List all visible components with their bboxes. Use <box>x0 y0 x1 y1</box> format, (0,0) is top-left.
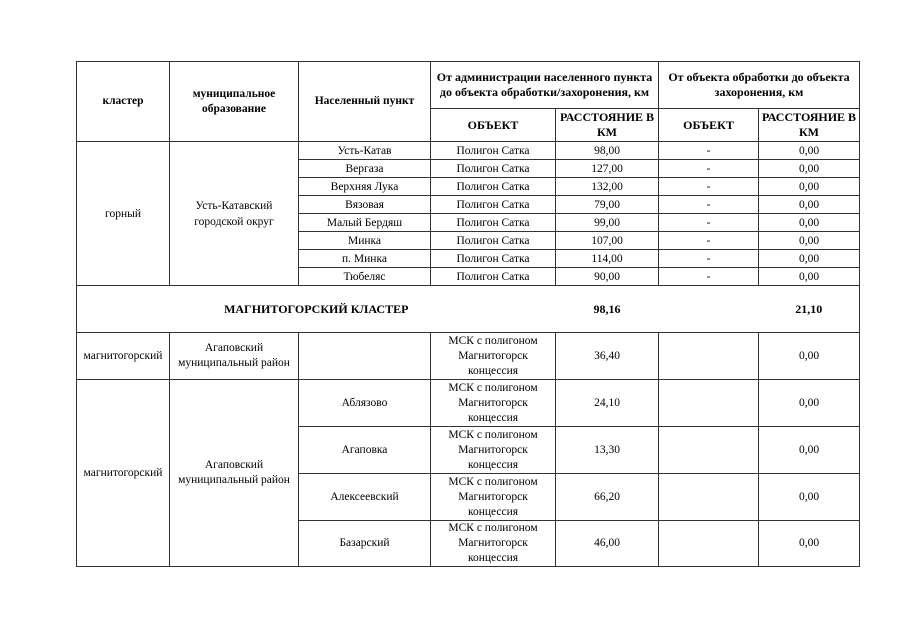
object-cell: МСК с полигоном Магнитогорск концессия <box>431 380 556 427</box>
object-cell: - <box>659 250 759 268</box>
settlement-cell: Вергаза <box>299 160 431 178</box>
distance-cell: 0,00 <box>759 142 860 160</box>
header-municipality: муниципальное образование <box>170 62 299 142</box>
distance-cell: 99,00 <box>556 214 659 232</box>
object-cell <box>659 333 759 380</box>
distance-table <box>76 61 860 567</box>
settlement-cell <box>299 333 431 380</box>
object-cell: Полигон Сатка <box>431 142 556 160</box>
object-cell: Полигон Сатка <box>431 214 556 232</box>
object-cell: - <box>659 178 759 196</box>
object-cell: - <box>659 196 759 214</box>
distance-cell: 13,30 <box>556 427 659 474</box>
object-cell <box>659 427 759 474</box>
settlement-cell: Верхняя Лука <box>299 178 431 196</box>
distance-cell: 107,00 <box>556 232 659 250</box>
cluster-cell: магнитогорский <box>77 333 170 380</box>
distance-cell: 0,00 <box>759 178 860 196</box>
object-cell: - <box>659 142 759 160</box>
settlement-cell: Вязовая <box>299 196 431 214</box>
settlement-cell: Аблязово <box>299 380 431 427</box>
header-object-2: ОБЪЕКТ <box>659 109 759 142</box>
distance-cell: 0,00 <box>759 333 860 380</box>
header-object-1: ОБЪЕКТ <box>431 109 556 142</box>
summary-distance-2: 21,10 <box>759 286 860 333</box>
settlement-cell: Малый Бердяш <box>299 214 431 232</box>
settlement-cell: Алексеевский <box>299 474 431 521</box>
object-cell <box>659 474 759 521</box>
object-cell <box>659 521 759 567</box>
object-cell: МСК с полигоном Магнитогорск концессия <box>431 333 556 380</box>
object-cell: - <box>659 232 759 250</box>
distance-cell: 79,00 <box>556 196 659 214</box>
header-group-object-to-burial: От объекта обработки до объекта захоронения, км <box>659 62 860 109</box>
municipality-cell: Агаповский муниципальный район <box>170 380 299 567</box>
object-cell: Полигон Сатка <box>431 196 556 214</box>
object-cell: Полигон Сатка <box>431 268 556 286</box>
distance-cell: 0,00 <box>759 474 860 521</box>
distance-cell: 132,00 <box>556 178 659 196</box>
summary-object-2 <box>659 286 759 333</box>
municipality-cell: Усть-Катавский городской округ <box>170 142 299 286</box>
distance-cell: 0,00 <box>759 427 860 474</box>
distance-cell: 0,00 <box>759 232 860 250</box>
object-cell <box>659 380 759 427</box>
distance-cell: 0,00 <box>759 268 860 286</box>
object-cell: МСК с полигоном Магнитогорск концессия <box>431 521 556 567</box>
distance-cell: 46,00 <box>556 521 659 567</box>
settlement-cell: Минка <box>299 232 431 250</box>
object-cell: - <box>659 268 759 286</box>
header-row <box>77 62 860 109</box>
distance-cell: 98,00 <box>556 142 659 160</box>
table-row <box>77 142 860 160</box>
header-distance-2: РАССТОЯНИЕ В КМ <box>759 109 860 142</box>
distance-cell: 36,40 <box>556 333 659 380</box>
object-cell: МСК с полигоном Магнитогорск концессия <box>431 474 556 521</box>
object-cell: Полигон Сатка <box>431 250 556 268</box>
settlement-cell: Базарский <box>299 521 431 567</box>
distance-cell: 90,00 <box>556 268 659 286</box>
header-cluster: кластер <box>77 62 170 142</box>
summary-distance-1: 98,16 <box>556 286 659 333</box>
table-row <box>77 333 860 380</box>
object-cell: Полигон Сатка <box>431 178 556 196</box>
header-group-admin-to-object: От администрации населенного пункта до объекта обработки/захоронения, км <box>431 62 659 109</box>
header-settlement: Населенный пункт <box>299 62 431 142</box>
object-cell: - <box>659 160 759 178</box>
distance-cell: 0,00 <box>759 380 860 427</box>
distance-cell: 0,00 <box>759 250 860 268</box>
distance-cell: 127,00 <box>556 160 659 178</box>
distance-cell: 0,00 <box>759 196 860 214</box>
object-cell: Полигон Сатка <box>431 160 556 178</box>
distance-cell: 24,10 <box>556 380 659 427</box>
object-cell: - <box>659 214 759 232</box>
settlement-cell: Тюбеляс <box>299 268 431 286</box>
distance-cell: 114,00 <box>556 250 659 268</box>
settlement-cell: Агаповка <box>299 427 431 474</box>
distance-cell: 0,00 <box>759 160 860 178</box>
distance-cell: 0,00 <box>759 521 860 567</box>
object-cell: МСК с полигоном Магнитогорск концессия <box>431 427 556 474</box>
distance-cell: 66,20 <box>556 474 659 521</box>
settlement-cell: п. Минка <box>299 250 431 268</box>
header-distance-1: РАССТОЯНИЕ В КМ <box>556 109 659 142</box>
object-cell: Полигон Сатка <box>431 232 556 250</box>
cluster-cell: магнитогорский <box>77 380 170 567</box>
municipality-cell: Агаповский муниципальный район <box>170 333 299 380</box>
distance-cell: 0,00 <box>759 214 860 232</box>
table-row <box>77 380 860 427</box>
summary-row <box>77 286 860 333</box>
settlement-cell: Усть-Катав <box>299 142 431 160</box>
cluster-cell: горный <box>77 142 170 286</box>
summary-label: МАГНИТОГОРСКИЙ КЛАСТЕР <box>77 286 556 333</box>
